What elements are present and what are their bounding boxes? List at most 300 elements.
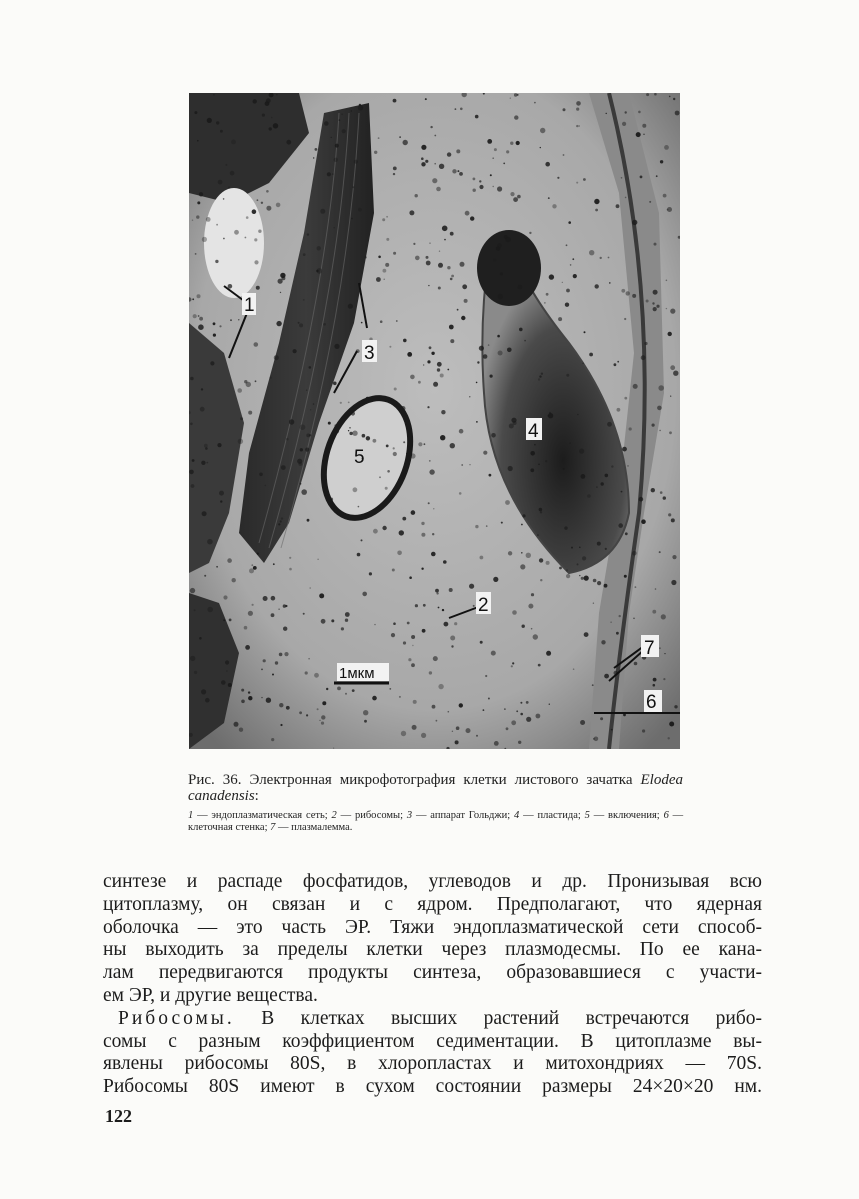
speckle xyxy=(259,473,263,477)
speckle xyxy=(660,491,663,494)
speckle xyxy=(263,659,266,662)
speckle xyxy=(406,453,407,454)
speckle xyxy=(493,258,496,261)
speckle xyxy=(202,237,207,242)
speckle xyxy=(508,551,512,555)
speckle xyxy=(549,412,551,414)
speckle xyxy=(261,697,262,698)
speckle xyxy=(436,592,438,594)
speckle xyxy=(513,421,517,425)
speckle xyxy=(252,604,254,606)
legend-num: 4 xyxy=(514,810,520,821)
speckle xyxy=(194,609,196,611)
speckle xyxy=(261,202,263,204)
speckle xyxy=(566,569,568,571)
speckle xyxy=(364,720,367,723)
speckle xyxy=(397,551,402,556)
speckle xyxy=(374,151,377,154)
speckle xyxy=(307,519,310,522)
legend-text: пластида; xyxy=(537,810,581,821)
speckle xyxy=(516,710,518,712)
speckle xyxy=(514,93,517,96)
speckle xyxy=(234,230,239,235)
speckle xyxy=(254,238,257,241)
speckle xyxy=(238,439,243,444)
speckle xyxy=(675,111,680,116)
speckle xyxy=(218,180,223,185)
speckle xyxy=(273,563,275,565)
speckle xyxy=(653,684,656,687)
speckle xyxy=(663,678,665,680)
text-line: Рибосомы 80S имеют в сухом состоянии размеры 24×20×20 нм. xyxy=(103,1076,762,1098)
speckle xyxy=(584,331,586,333)
speckle xyxy=(332,173,334,175)
speckle xyxy=(422,629,426,633)
speckle xyxy=(488,698,490,700)
speckle xyxy=(440,435,445,440)
speckle xyxy=(432,533,434,535)
speckle xyxy=(334,424,337,427)
speckle xyxy=(540,147,541,148)
speckle xyxy=(655,588,657,590)
speckle xyxy=(352,689,355,692)
speckle xyxy=(217,443,221,447)
speckle xyxy=(534,444,536,446)
speckle xyxy=(349,432,352,435)
speckle xyxy=(498,294,503,299)
speckle xyxy=(629,427,632,430)
speckle xyxy=(511,720,516,725)
speckle xyxy=(457,309,459,311)
speckle xyxy=(442,609,444,611)
legend-num: 2 xyxy=(331,810,337,821)
scale-label: 1мкм xyxy=(339,665,375,682)
speckle xyxy=(500,272,503,275)
speckle xyxy=(205,447,208,450)
speckle xyxy=(540,511,542,513)
speckle xyxy=(441,410,445,414)
speckle xyxy=(266,98,271,103)
speckle xyxy=(392,569,395,572)
text-line: сомы с разным коэффициентом седиментации. В цитоплазме вы- xyxy=(103,1030,762,1052)
speckle xyxy=(622,447,627,452)
speckle xyxy=(213,94,215,96)
speckle xyxy=(449,325,454,330)
speckle xyxy=(563,108,566,111)
speckle xyxy=(594,199,599,204)
speckle xyxy=(601,640,605,644)
speckle xyxy=(379,476,381,478)
speckle xyxy=(579,575,580,576)
speckle xyxy=(196,215,199,218)
speckle xyxy=(479,180,481,182)
speckle xyxy=(319,720,320,721)
speckle xyxy=(483,709,485,711)
speckle xyxy=(521,552,523,554)
speckle xyxy=(642,124,646,128)
speckle xyxy=(641,355,646,360)
speckle xyxy=(313,157,314,158)
speckle xyxy=(477,361,479,363)
speckle xyxy=(254,342,259,347)
speckle xyxy=(624,318,626,320)
speckle xyxy=(286,140,291,145)
speckle xyxy=(411,663,415,667)
speckle xyxy=(306,714,308,716)
speckle xyxy=(600,717,603,720)
speckle xyxy=(476,735,478,737)
speckle xyxy=(579,125,580,126)
speckle xyxy=(512,662,514,664)
speckle xyxy=(238,319,239,320)
speckle xyxy=(439,164,444,169)
text-line: ны выходить за пределы клетки через плазмодесмы. По ее кана- xyxy=(103,939,762,961)
speckle xyxy=(469,464,470,465)
caption-title xyxy=(188,772,683,804)
speckle xyxy=(659,551,661,553)
speckle xyxy=(425,160,428,163)
speckle xyxy=(384,279,385,280)
figure-caption xyxy=(188,772,683,833)
speckle xyxy=(510,192,514,196)
speckle xyxy=(244,380,247,383)
speckle xyxy=(522,514,525,517)
speckle xyxy=(271,738,274,741)
speckle xyxy=(506,727,509,730)
text-line: явлены рибосомы 80S, в хлоропластах и митохондриях — 70S. xyxy=(103,1053,762,1075)
speckle xyxy=(429,671,432,674)
speckle xyxy=(230,171,235,176)
speckle xyxy=(664,145,669,150)
speckle xyxy=(589,250,594,255)
speckle xyxy=(440,374,444,378)
speckle xyxy=(431,352,434,355)
speckle xyxy=(504,708,506,710)
speckle xyxy=(251,564,253,566)
speckle xyxy=(627,465,629,467)
speckle xyxy=(237,388,242,393)
speckle xyxy=(385,487,388,490)
speckle xyxy=(633,618,635,620)
speckle xyxy=(526,553,531,558)
speckle xyxy=(189,470,194,475)
speckle xyxy=(383,269,387,273)
speckle xyxy=(406,424,408,426)
paragraph-start xyxy=(103,1008,762,1031)
speckle xyxy=(545,162,550,167)
speckle xyxy=(190,377,194,381)
speckle xyxy=(632,220,637,225)
speckle xyxy=(301,489,307,495)
speckle xyxy=(668,332,672,336)
speckle xyxy=(489,474,492,477)
speckle xyxy=(321,715,325,719)
speckle xyxy=(341,113,343,115)
speckle xyxy=(450,443,455,448)
speckle xyxy=(434,163,436,165)
speckle xyxy=(624,397,627,400)
speckle xyxy=(220,130,223,133)
speckle xyxy=(656,305,659,308)
speckle xyxy=(358,506,360,508)
speckle xyxy=(447,152,451,156)
speckle xyxy=(308,658,310,660)
speckle xyxy=(386,445,389,448)
speckle xyxy=(314,673,319,678)
speckle xyxy=(511,665,513,667)
speckle xyxy=(455,740,459,744)
speckle xyxy=(348,430,349,431)
speckle xyxy=(281,276,285,280)
speckle xyxy=(573,668,575,670)
text-line: цитоплазму, он связан и с ядром. Предполагают, что ядерная xyxy=(103,893,762,915)
speckle xyxy=(394,388,397,391)
speckle xyxy=(298,322,300,324)
speckle xyxy=(241,700,245,704)
speckle xyxy=(216,566,218,568)
speckle xyxy=(522,625,525,628)
speckle xyxy=(520,564,525,569)
label-4: 4 xyxy=(528,421,539,442)
speckle xyxy=(333,382,337,386)
speckle xyxy=(595,209,598,212)
speckle xyxy=(205,698,210,703)
speckle xyxy=(494,148,497,151)
speckle xyxy=(266,190,269,193)
speckle xyxy=(213,322,216,325)
speckle xyxy=(448,711,450,713)
speckle xyxy=(401,731,406,736)
speckle xyxy=(341,627,344,630)
speckle xyxy=(520,713,523,716)
speckle xyxy=(582,363,584,365)
speckle xyxy=(546,651,551,656)
speckle xyxy=(241,689,244,692)
speckle xyxy=(197,140,199,142)
speckle xyxy=(274,355,279,360)
speckle xyxy=(373,439,377,443)
speckle xyxy=(530,451,535,456)
speckle xyxy=(305,448,309,452)
speckle xyxy=(253,99,257,103)
speckle xyxy=(563,468,565,470)
speckle xyxy=(661,614,666,619)
speckle xyxy=(225,660,229,664)
speckle xyxy=(621,289,625,293)
speckle xyxy=(566,374,569,377)
speckle xyxy=(480,556,484,560)
speckle xyxy=(386,238,389,241)
speckle xyxy=(581,577,584,580)
speckle xyxy=(246,216,249,219)
speckle xyxy=(611,465,613,467)
speckle xyxy=(606,113,607,114)
speckle xyxy=(526,717,531,722)
speckle xyxy=(190,656,195,661)
speckle xyxy=(607,422,612,427)
micrograph-figure xyxy=(189,93,680,749)
speckle xyxy=(340,402,342,404)
speckle xyxy=(568,221,571,224)
speckle xyxy=(476,382,478,384)
speckle xyxy=(649,201,651,203)
speckle xyxy=(421,145,426,150)
speckle xyxy=(531,628,533,630)
speckle xyxy=(374,624,375,625)
speckle xyxy=(654,93,657,96)
speckle xyxy=(430,126,432,128)
speckle xyxy=(438,287,441,290)
speckle xyxy=(436,187,441,192)
speckle xyxy=(402,473,404,475)
speckle xyxy=(409,210,414,215)
text-line: ем ЭР, и другие вещества. xyxy=(103,984,318,1006)
speckle xyxy=(635,586,637,588)
speckle xyxy=(539,375,541,377)
speckle xyxy=(387,470,390,473)
speckle xyxy=(286,438,289,441)
speckle xyxy=(608,257,610,259)
speckle xyxy=(362,434,366,438)
legend-text: аппарат Гольджи; xyxy=(430,810,511,821)
speckle xyxy=(622,122,626,126)
speckle xyxy=(271,613,275,617)
speckle xyxy=(313,403,315,405)
speckle xyxy=(565,303,569,307)
speckle xyxy=(299,323,303,327)
speckle xyxy=(473,605,475,607)
speckle xyxy=(199,317,203,321)
speckle xyxy=(331,619,334,622)
speckle xyxy=(451,275,454,278)
speckle xyxy=(255,380,257,382)
speckle xyxy=(541,373,543,375)
speckle xyxy=(447,266,450,269)
speckle xyxy=(595,284,599,288)
speckle xyxy=(194,671,197,674)
speckle xyxy=(239,728,243,732)
speckle xyxy=(289,419,294,424)
speckle xyxy=(254,260,258,264)
speckle xyxy=(636,132,641,137)
speckle xyxy=(228,683,232,687)
speckle xyxy=(475,115,479,119)
speckle xyxy=(403,339,407,343)
section-heading: Рибосомы. xyxy=(118,1007,235,1029)
speckle xyxy=(653,678,657,682)
speckle xyxy=(614,363,617,366)
speckle xyxy=(299,711,302,714)
speckle xyxy=(421,522,424,525)
speckle xyxy=(365,256,367,258)
speckle xyxy=(331,137,332,138)
speckle xyxy=(335,144,339,148)
speckle xyxy=(646,300,649,303)
speckle xyxy=(276,321,281,326)
speckle xyxy=(583,178,586,181)
speckle xyxy=(469,396,470,397)
speckle xyxy=(510,142,513,145)
speckle xyxy=(455,108,457,110)
speckle xyxy=(192,220,193,221)
speckle xyxy=(549,704,550,705)
speckle xyxy=(611,729,613,731)
speckle xyxy=(321,722,324,725)
speckle xyxy=(351,218,353,220)
speckle xyxy=(337,687,341,691)
speckle xyxy=(632,551,637,556)
speckle xyxy=(409,576,412,579)
speckle xyxy=(320,209,325,214)
speckle xyxy=(216,121,219,124)
speckle xyxy=(317,708,319,710)
speckle xyxy=(652,424,655,427)
speckle xyxy=(240,417,243,420)
speckle xyxy=(306,389,308,391)
speckle xyxy=(413,700,417,704)
speckle xyxy=(672,555,676,559)
speckle xyxy=(460,262,465,267)
speckle xyxy=(584,576,589,581)
speckle xyxy=(548,197,550,199)
speckle xyxy=(317,246,321,250)
speckle xyxy=(345,619,348,622)
speckle xyxy=(604,584,608,588)
speckle xyxy=(348,304,353,309)
speckle xyxy=(621,177,623,179)
speckle xyxy=(231,140,236,145)
speckle xyxy=(407,622,410,625)
speckle xyxy=(433,382,438,387)
speckle xyxy=(546,561,550,565)
speckle xyxy=(438,263,443,268)
speckle xyxy=(671,580,676,585)
speckle xyxy=(280,724,282,726)
speckle xyxy=(221,680,226,685)
caption-suffix: : xyxy=(254,788,259,804)
speckle xyxy=(300,448,303,451)
speckle xyxy=(539,508,543,512)
caption-legend: 1 — эндоплазматическая сеть; 2 — рибосомы; 3 — аппарат Гольджи; 4 — пластида; 5 — включения; 6 — клеточная стенка; 7 — плазмалемма. xyxy=(188,810,684,833)
speckle xyxy=(263,596,268,601)
speckle xyxy=(261,669,263,671)
speckle xyxy=(432,178,437,183)
speckle xyxy=(225,164,227,166)
speckle xyxy=(593,579,597,583)
legend-text: эндоплазматическая сеть; xyxy=(211,810,328,821)
speckle xyxy=(464,299,468,303)
legend-num: 6 xyxy=(663,810,669,821)
speckle xyxy=(427,360,430,363)
speckle xyxy=(438,684,443,689)
speckle xyxy=(207,539,213,545)
speckle xyxy=(592,684,594,686)
speckle xyxy=(531,593,534,596)
speckle xyxy=(403,641,406,644)
speckle xyxy=(403,441,405,443)
speckle xyxy=(669,96,671,98)
speckle xyxy=(206,462,208,464)
speckle xyxy=(670,365,675,370)
speckle xyxy=(380,320,383,323)
speckle xyxy=(621,491,623,493)
speckle xyxy=(538,464,540,466)
speckle xyxy=(198,324,204,330)
speckle xyxy=(326,688,328,690)
speckle xyxy=(503,163,505,165)
speckle xyxy=(345,612,350,617)
speckle xyxy=(493,186,494,187)
